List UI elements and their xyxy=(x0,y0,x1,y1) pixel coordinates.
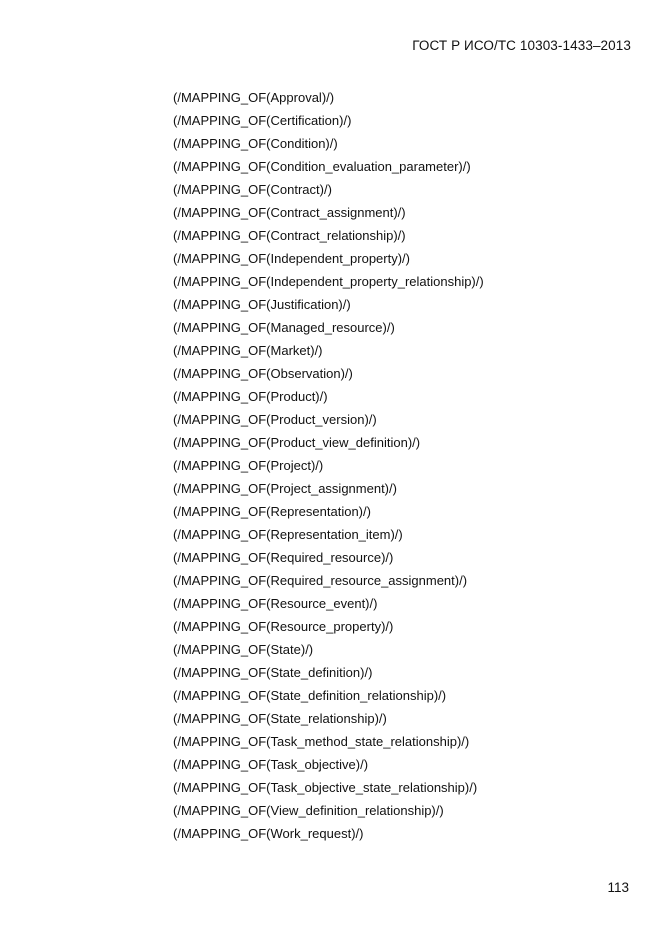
mapping-list xyxy=(173,86,484,845)
mapping-line: (/MAPPING_OF(Task_objective)/) xyxy=(173,757,369,772)
mapping-line: (/MAPPING_OF(Certification)/) xyxy=(173,113,352,128)
mapping-line: (/MAPPING_OF(State)/) xyxy=(173,642,314,657)
mapping-line: (/MAPPING_OF(Work_request)/) xyxy=(173,826,364,841)
mapping-line: (/MAPPING_OF(State_relationship)/) xyxy=(173,711,387,726)
mapping-line: (/MAPPING_OF(Contract_relationship)/) xyxy=(173,228,406,243)
mapping-line: (/MAPPING_OF(Representation_item)/) xyxy=(173,527,403,542)
mapping-line: (/MAPPING_OF(Required_resource)/) xyxy=(173,550,394,565)
mapping-line: (/MAPPING_OF(Managed_resource)/) xyxy=(173,320,395,335)
mapping-line: (/MAPPING_OF(Independent_property_relationship)/) xyxy=(173,274,484,289)
mapping-line: (/MAPPING_OF(Task_objective_state_relationship)/) xyxy=(173,780,478,795)
mapping-line: (/MAPPING_OF(Resource_event)/) xyxy=(173,596,378,611)
page-number: 113 xyxy=(607,880,629,895)
mapping-line: (/MAPPING_OF(View_definition_relationship)/) xyxy=(173,803,444,818)
mapping-line: (/MAPPING_OF(Project)/) xyxy=(173,458,324,473)
mapping-line: (/MAPPING_OF(Condition_evaluation_parameter)/) xyxy=(173,159,471,174)
mapping-line: (/MAPPING_OF(State_definition)/) xyxy=(173,665,373,680)
mapping-line: (/MAPPING_OF(Product_version)/) xyxy=(173,412,377,427)
mapping-line: (/MAPPING_OF(Observation)/) xyxy=(173,366,353,381)
mapping-line: (/MAPPING_OF(Product)/) xyxy=(173,389,328,404)
mapping-line: (/MAPPING_OF(Representation)/) xyxy=(173,504,371,519)
mapping-line: (/MAPPING_OF(Contract_assignment)/) xyxy=(173,205,406,220)
mapping-line: (/MAPPING_OF(Justification)/) xyxy=(173,297,351,312)
page-header-standard-id: ГОСТ Р ИСО/ТС 10303-1433–2013 xyxy=(412,38,631,53)
mapping-line: (/MAPPING_OF(Required_resource_assignment)/) xyxy=(173,573,468,588)
mapping-line: (/MAPPING_OF(Market)/) xyxy=(173,343,323,358)
mapping-line: (/MAPPING_OF(Project_assignment)/) xyxy=(173,481,397,496)
mapping-line: (/MAPPING_OF(Approval)/) xyxy=(173,90,335,105)
mapping-line: (/MAPPING_OF(Condition)/) xyxy=(173,136,338,151)
mapping-line: (/MAPPING_OF(Product_view_definition)/) xyxy=(173,435,421,450)
mapping-line: (/MAPPING_OF(Task_method_state_relationship)/) xyxy=(173,734,470,749)
mapping-line: (/MAPPING_OF(Independent_property)/) xyxy=(173,251,410,266)
mapping-line: (/MAPPING_OF(State_definition_relationship)/) xyxy=(173,688,447,703)
mapping-line: (/MAPPING_OF(Contract)/) xyxy=(173,182,332,197)
mapping-line: (/MAPPING_OF(Resource_property)/) xyxy=(173,619,394,634)
